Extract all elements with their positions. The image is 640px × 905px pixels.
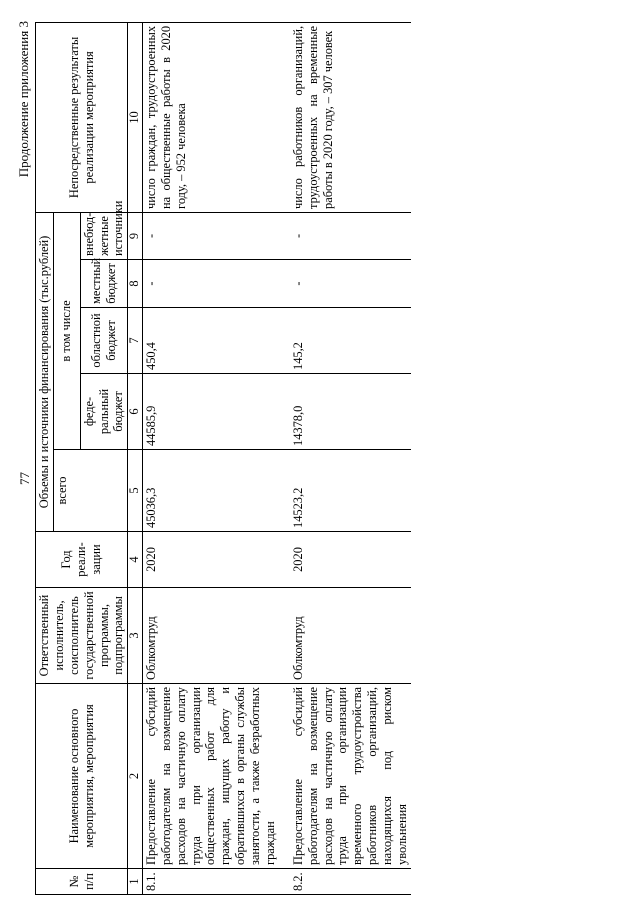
column-number: 6 — [128, 374, 143, 450]
row-federal: 44585,9 — [142, 374, 278, 450]
row-extra: - — [279, 212, 411, 259]
column-number: 10 — [128, 22, 143, 212]
table-row — [142, 22, 278, 894]
column-number: 5 — [128, 450, 143, 532]
column-number: 2 — [128, 684, 143, 869]
header-col-executor: Ответственный исполнитель, соисполнитель государственной программы, подпрограммы — [36, 588, 128, 684]
page-number: 77 — [17, 472, 32, 485]
row-measure-name: Предоставление субсидий работодателям на возмещение расходов на частичную оплату труда при организации временного трудоустройства работников организаций, находящихся под риском увольнения — [279, 684, 411, 869]
column-number: 1 — [128, 869, 143, 895]
rotated-landscape-content — [16, 15, 610, 895]
row-total: 14523,2 — [279, 450, 411, 532]
row-local: - — [279, 260, 411, 308]
column-number: 4 — [128, 532, 143, 588]
row-result: число работников организаций, трудоустроенных на временные работы в 2020 году, – 307 человек — [279, 22, 411, 212]
header-result: Непосредственные результаты реализации мероприятия — [36, 22, 128, 212]
row-executor: Облкомтруд — [279, 588, 411, 684]
row-year: 2020 — [142, 532, 278, 588]
header-including: в том числе — [53, 212, 80, 449]
row-number: 8.1. — [142, 869, 278, 895]
row-result: число граждан, трудоустроенных на общественные работы в 2020 году, – 952 человека — [142, 22, 278, 212]
row-total: 45036,3 — [142, 450, 278, 532]
header-extra: внебюд-жетные источники — [80, 212, 128, 259]
header-local: местный бюджет — [80, 260, 128, 308]
row-extra: - — [142, 212, 278, 259]
funding-table — [35, 22, 411, 895]
row-federal: 14378,0 — [279, 374, 411, 450]
column-number: 3 — [128, 588, 143, 684]
row-number: 8.2. — [279, 869, 411, 895]
column-number: 8 — [128, 260, 143, 308]
header-funding: Объемы и источники финансирования (тыс.рублей) — [36, 212, 54, 531]
row-executor: Облкомтруд — [142, 588, 278, 684]
header-regional: областной бюджет — [80, 308, 128, 374]
table-row — [279, 22, 411, 894]
row-local: - — [142, 260, 278, 308]
column-number: 9 — [128, 212, 143, 259]
header-federal: феде-ральный бюджет — [80, 374, 128, 450]
header-col-num: № п/п — [36, 869, 128, 895]
appendix-continuation-label: Продолжение приложения 3 — [16, 21, 31, 178]
row-regional: 145,2 — [279, 308, 411, 374]
header-col-year: Год реали-зации — [36, 532, 128, 588]
row-year: 2020 — [279, 532, 411, 588]
header-total: всего — [53, 450, 127, 532]
column-number: 7 — [128, 308, 143, 374]
row-measure-name: Предоставление субсидий работодателям на возмещение расходов на частичную оплату труда при организации общественных работ для граждан, ищущих работу и обратившихся в органы службы занятости, а также безработных граждан — [142, 684, 278, 869]
header-col-name: Наименование основного мероприятия, мероприятия — [36, 684, 128, 869]
row-regional: 450,4 — [142, 308, 278, 374]
